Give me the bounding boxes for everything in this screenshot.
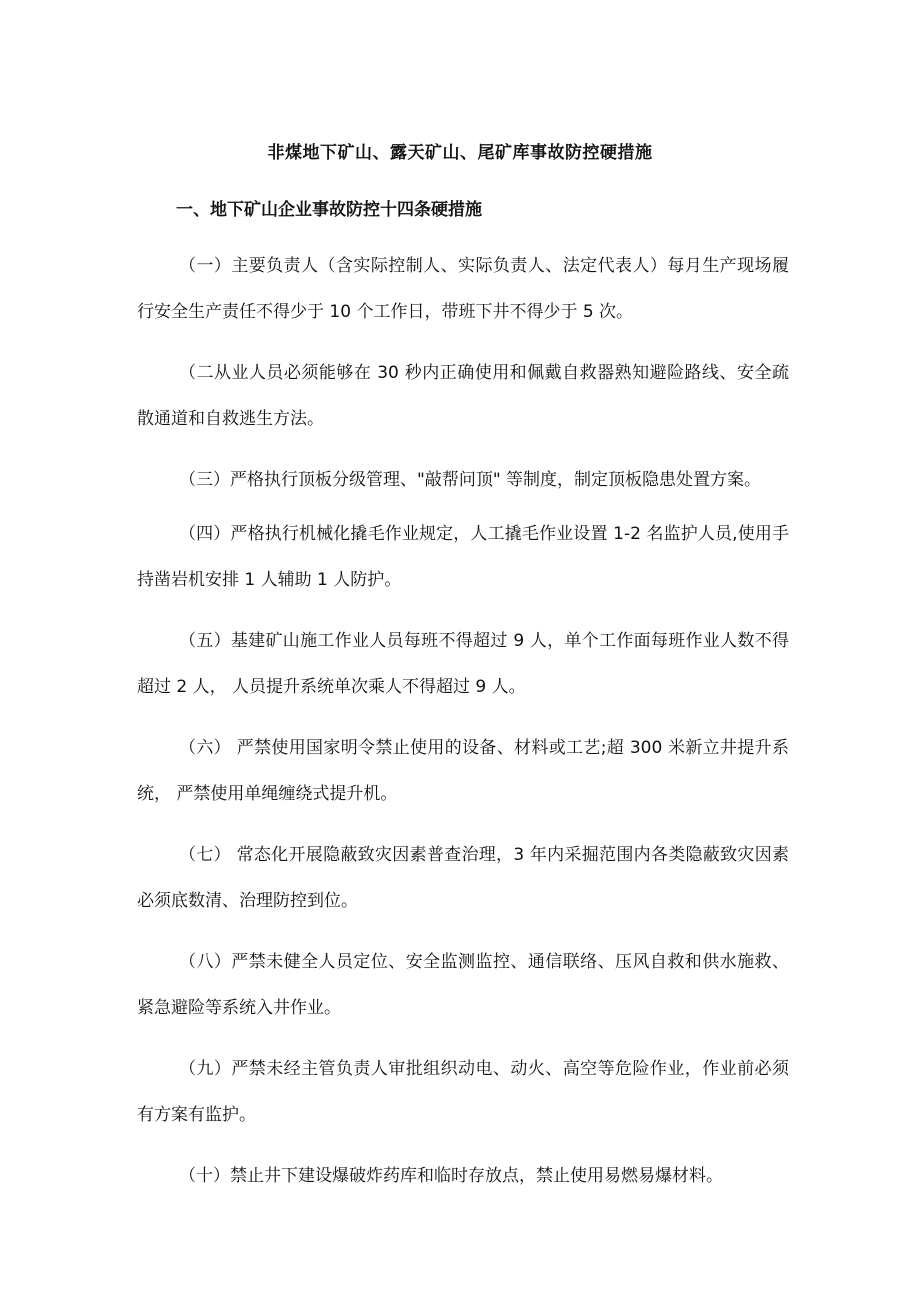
paragraph-1: （一）主要负责人（含实际控制人、实际负责人、法定代表人）每月生产现场履行安全生产责任不得少于 10 个工作日，带班下井不得少于 5 次。 <box>137 256 789 322</box>
paragraph-4: （四）严格执行机械化撬毛作业规定，人工撬毛作业设置 1-2 名监护人员,使用手持凿岩机安排 1 人辅助 1 人防护。 <box>137 524 789 590</box>
paragraph-2: （二从业人员必须能够在 30 秒内正确使用和佩戴自救器熟知避险路线、安全疏散通道和自救逃生方法。 <box>137 363 789 429</box>
paragraph-8: （八）严禁未健全人员定位、安全监测监控、通信联络、压风自救和供水施救、紧急避险等系统入井作业。 <box>137 952 789 1018</box>
paragraph-3: （三）严格执行顶板分级管理、"敲帮问顶" 等制度，制定顶板隐患处置方案。 <box>179 470 762 490</box>
document-title: 非煤地下矿山、露天矿山、尾矿库事故防控硬措施 <box>267 143 653 163</box>
paragraph-9: （九）严禁未经主管负责人审批组织动电、动火、高空等危险作业，作业前必须有方案有监护。 <box>137 1059 789 1125</box>
paragraph-6: （六） 严禁使用国家明令禁止使用的设备、材料或工艺;超 300 米新立井提升系统， 严禁使用单绳缠绕式提升机。 <box>137 738 789 804</box>
paragraph-7: （七） 常态化开展隐蔽致灾因素普查治理，3 年内采掘范围内各类隐蔽致灾因素必须底数清、治理防控到位。 <box>137 845 789 911</box>
paragraph-10: （十）禁止井下建设爆破炸药库和临时存放点，禁止使用易燃易爆材料。 <box>179 1166 723 1186</box>
paragraph-5: （五）基建矿山施工作业人员每班不得超过 9 人，单个工作面每班作业人数不得超过 2 人， 人员提升系统单次乘人不得超过 9 人。 <box>137 631 789 697</box>
section-heading: 一、地下矿山企业事故防控十四条硬措施 <box>176 200 482 220</box>
